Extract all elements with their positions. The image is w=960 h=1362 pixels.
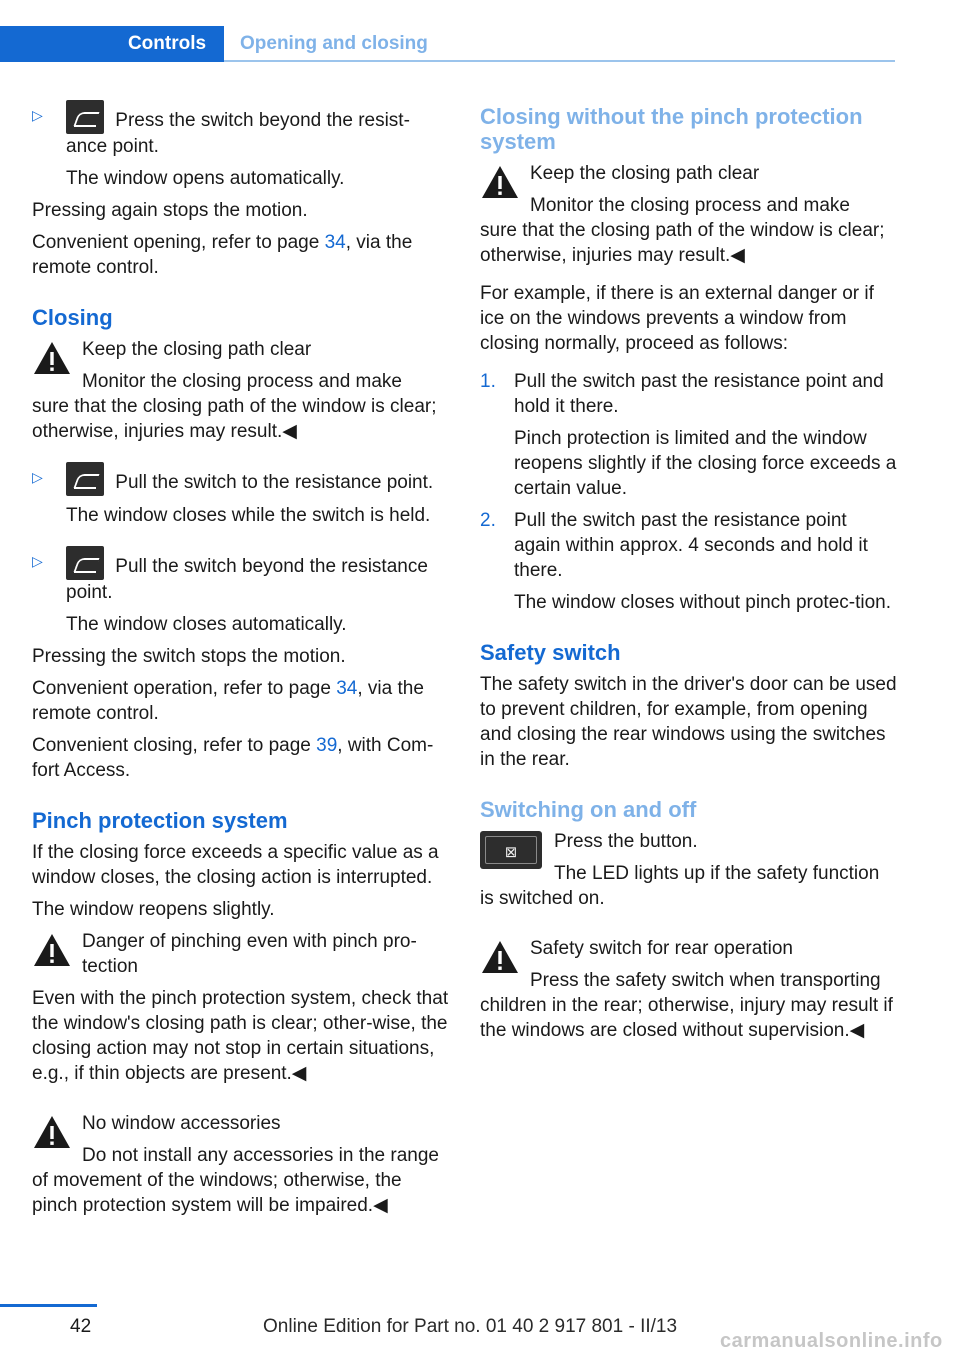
heading-safety-switch: Safety switch [480,640,621,665]
safety-button-instruction [480,829,898,911]
warning-pinching [32,929,450,1086]
bullet-subtext: The window closes automatically. [66,614,347,635]
warning-triangle-icon [32,931,72,969]
warning-triangle-icon [480,163,520,201]
tab-controls[interactable] [0,26,224,62]
warning-title: No window accessories [82,1113,281,1134]
warning-text: Even with the pinch protection system, check that the window's closing path is clear; other-wise, the closing action may not stop in certain situations, e.g., if thin objects are present.◀ [32,988,449,1084]
paragraph: For example, if there is an external danger or if ice on the windows prevents a window from closing normally, proceed as follows: [480,283,874,354]
paragraph: The window reopens slightly. [32,899,275,920]
heading-closing-without-pinch: Closing without the pinch protection system [480,104,863,154]
text: Convenient closing, refer to page [32,735,317,756]
paragraph-convenient-closing [32,733,450,783]
step-subtext: The window closes without pinch protec-tion. [514,592,892,613]
tab-controls-label: Controls [127,33,207,54]
bullet-subtext: The window closes while the switch is held. [66,505,431,526]
warning-text: sure that the closing path of the window is clear; otherwise, injuries may result.◀ [480,220,885,266]
text: Convenient operation, refer to page [32,678,337,699]
step-number: 1. [480,371,496,392]
window-switch-icon [66,546,104,580]
warning-safety-switch [480,936,898,1043]
warning-text: Monitor the closing process and make [82,371,402,392]
tab-opening-closing-label: Opening and closing [240,33,428,54]
bullet-text: Pull the switch to the resistance point. [110,472,434,493]
bullet-text: point. [66,582,113,603]
tab-opening-closing[interactable] [240,26,428,62]
bullet-subtext: The window opens automatically. [66,168,345,189]
warning-accessories [32,1111,450,1218]
paragraph: If the closing force exceeds a specific value as a window closes, the closing action is interrupted. [32,842,439,888]
triangle-bullet-icon: ▷ [32,107,43,123]
paragraph: Pressing the switch stops the motion. [32,646,346,667]
warning-title: Safety switch for rear operation [530,938,793,959]
text: , with Com-fort Access. [32,735,434,781]
bullet-close-held [32,462,450,528]
paragraph-convenient-operation [32,676,450,726]
warning-text: children in the rear; otherwise, injury may result if the windows are closed without supervision.◀ [480,995,893,1041]
tab-underline [224,60,895,62]
footer-rule [0,1304,97,1307]
right-column [480,100,898,1043]
warning-closing-path-2 [480,161,898,268]
triangle-bullet-icon: ▷ [32,553,43,569]
window-switch-icon [66,462,104,496]
instruction-text: is switched on. [480,888,605,909]
instruction-text: The LED lights up if the safety function [554,863,880,884]
warning-triangle-icon [480,938,520,976]
warning-title: Danger of pinching even with pinch pro-tection [82,931,417,977]
triangle-bullet-icon: ▷ [32,469,43,485]
bullet-text: Press the switch beyond the resist- [110,110,410,131]
instruction-title: Press the button. [554,831,698,852]
header-tabbar [0,26,895,62]
warning-closing-path [32,337,450,444]
warning-title: Keep the closing path clear [82,339,312,360]
bullet-open-auto [32,100,450,191]
bullet-close-auto [32,546,450,637]
warning-text: sure that the closing path of the window is clear; otherwise, injuries may result.◀ [32,396,437,442]
step-1 [480,369,898,501]
heading-closing: Closing [32,305,113,330]
step-text: Pull the switch past the resistance point again within approx. 4 seconds and hold it there. [514,510,868,581]
bullet-text: ance point. [66,136,159,157]
warning-triangle-icon [32,1113,72,1151]
text: , via the remote control. [32,678,424,724]
text: , via the remote control. [32,232,413,278]
watermark: carmanualsonline.info [720,1330,943,1352]
step-number: 2. [480,510,496,531]
paragraph: The safety switch in the driver's door can be used to prevent children, for example, from opening and closing the rear windows using the switches in the rear. [480,674,897,770]
step-2 [480,508,898,615]
warning-text: Press the safety switch when transporting [530,970,881,991]
warning-title: Keep the closing path clear [530,163,760,184]
bullet-text: Pull the switch beyond the resistance [110,556,428,577]
warning-text: of movement of the windows; otherwise, the pinch protection system will be impaired.◀ [32,1170,402,1216]
window-switch-icon [66,100,104,134]
page-link-34[interactable]: 34 [336,678,358,699]
page-link-34[interactable]: 34 [324,232,346,253]
safety-switch-button-icon: ⊠ [480,831,542,869]
step-text: Pull the switch past the resistance point and hold it there. [514,371,884,417]
heading-switching-on-off: Switching on and off [480,797,697,822]
page-link-39[interactable]: 39 [316,735,338,756]
warning-text: Monitor the closing process and make [530,195,850,216]
left-column [32,100,450,1218]
paragraph-convenient-opening [32,230,450,280]
page-number: 42 [70,1316,92,1337]
warning-triangle-icon [32,339,72,377]
footer-edition: Online Edition for Part no. 01 40 2 917 801 - II/13 [263,1316,678,1337]
text: Convenient opening, refer to page [32,232,325,253]
warning-text: Do not install any accessories in the range [82,1145,439,1166]
paragraph: Pressing again stops the motion. [32,200,308,221]
step-subtext: Pinch protection is limited and the window reopens slightly if the closing force exceeds a certain value. [514,428,897,499]
heading-pinch-protection: Pinch protection system [32,808,288,833]
